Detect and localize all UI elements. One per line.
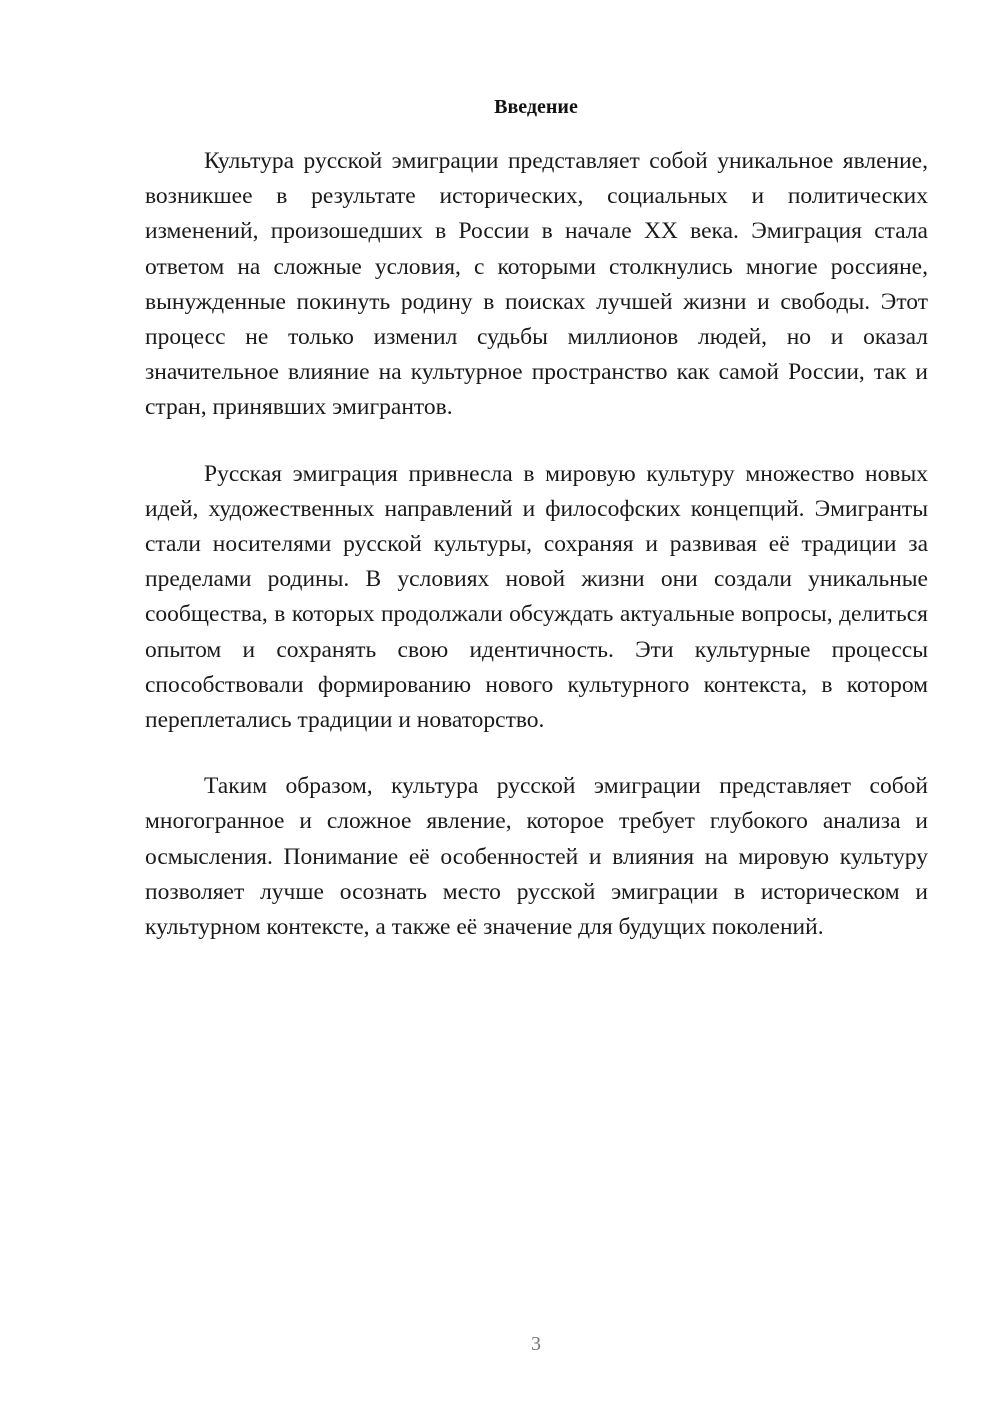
section-title: Введение [494,96,578,118]
paragraph-3: Таким образом, культура русской эмиграции представляет собой многогранное и сложное явление, которое требует глубокого анализа и осмысления. Понимание её особенностей и влияния на мировую культуру позволяет лучше осознать место русской эмиграции в историческом и культурном контексте, а также её значение для будущих поколений. [145,773,928,941]
body-text [145,144,928,945]
paragraph-1: Культура русской эмиграции представляет собой уникальное явление, возникшее в результате исторических, социальных и политических изменений, произошедших в России в начале XX века. Эмиграция стала ответом на сложные условия, с которыми столкнулись многие россияне, вынужденные покинуть родину в поисках лучшей жизни и свободы. Этот процесс не только изменил судьбы миллионов людей, но и оказал значительное влияние на культурное пространство как самой России, так и стран, принявших эмигрантов. [145,148,928,421]
page-number: 3 [531,1333,541,1355]
paragraph-2: Русская эмиграция привнесла в мировую культуру множество новых идей, художественных направлений и философских концепций. Эмигранты стали носителями русской культуры, сохраняя и развивая её традиции за пределами родины. В условиях новой жизни они создали уникальные сообщества, в которых продолжали обсуждать актуальные вопросы, делиться опытом и сохранять свою идентичность. Эти культурные процессы способствовали формированию нового культурного контекста, в котором переплетались традиции и новаторство. [145,460,928,734]
